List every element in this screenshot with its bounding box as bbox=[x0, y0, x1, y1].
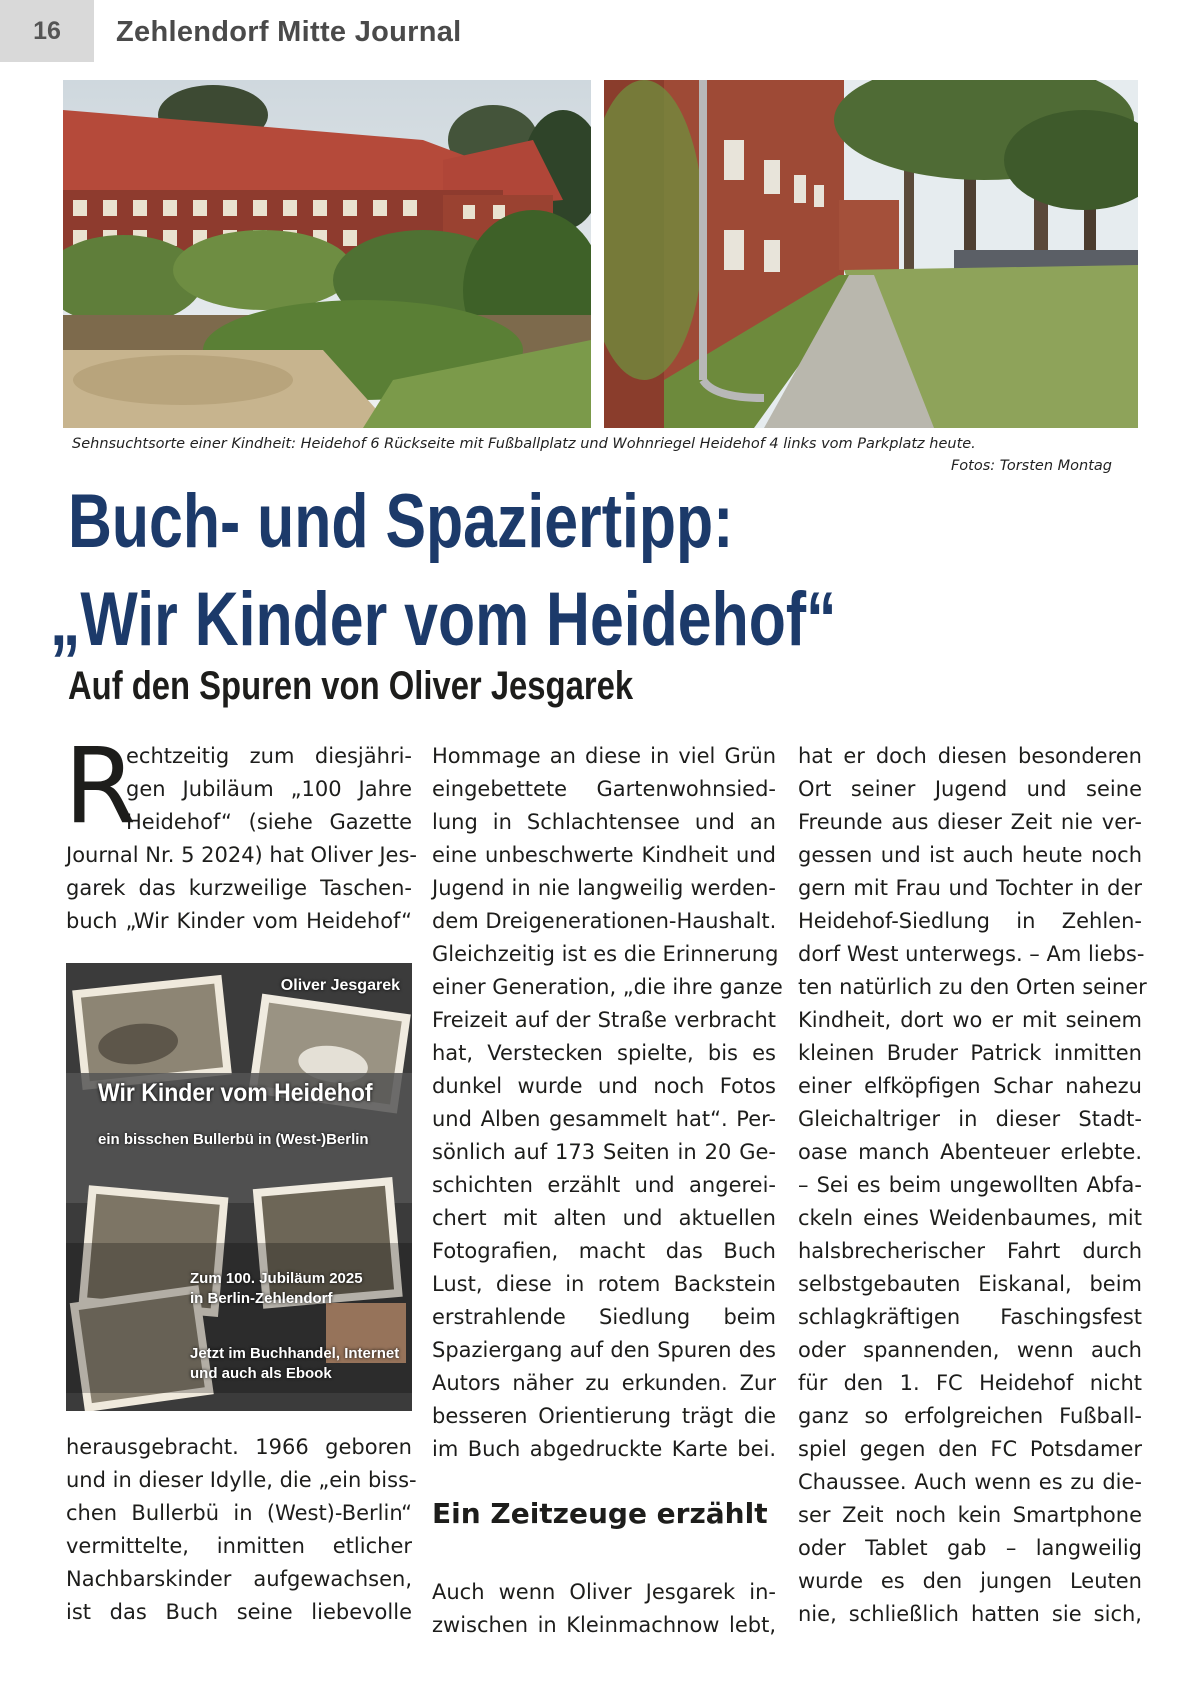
text-line: Jugend in nie langweilig werden- bbox=[432, 876, 776, 900]
text-line: ten natürlich zu den Orten seiner bbox=[798, 975, 1147, 999]
text-line: halsbrecherischer Fahrt durch bbox=[798, 1239, 1142, 1263]
section-heading: Ein Zeitzeuge erzählt bbox=[432, 1497, 768, 1530]
text-line: Auch wenn Oliver Jesgarek in- bbox=[432, 1580, 776, 1604]
headline-line-2: „Wir Kinder vom Heidehof“ bbox=[50, 577, 837, 662]
text-line: dem Dreigenerationen-Haushalt. bbox=[432, 909, 777, 933]
text-line: Lust, diese in rotem Backstein bbox=[432, 1272, 776, 1296]
column-1-bottom bbox=[66, 1431, 417, 1629]
text-line: Fotografien, macht das Buch bbox=[432, 1239, 776, 1263]
column-2-bottom bbox=[432, 1576, 776, 1642]
text-line: selbstgebauten Eiskanal, beim bbox=[798, 1272, 1142, 1296]
text-line: Gleichzeitig ist es die Erinnerung bbox=[432, 942, 779, 966]
cover-store-info bbox=[190, 1344, 399, 1384]
text-line: oase manch Abenteuer erlebte. bbox=[798, 1140, 1142, 1164]
photo-credit: Fotos: Torsten Montag bbox=[950, 458, 1112, 474]
column-1-top bbox=[66, 740, 417, 938]
text-line: gern mit Frau und Tochter in der bbox=[798, 876, 1142, 900]
text-line: einer elfköpfigen Schar nahezu bbox=[798, 1074, 1142, 1098]
text-line: nie, schließlich hatten sie sich, bbox=[798, 1602, 1142, 1626]
text-line: für den 1. FC Heidehof nicht bbox=[798, 1371, 1142, 1395]
text-line: wurde es den jungen Leuten bbox=[798, 1569, 1142, 1593]
text-line: eine unbeschwerte Kindheit und bbox=[432, 843, 776, 867]
text-line: und in dieser Idylle, die „ein biss- bbox=[66, 1468, 417, 1492]
text-line: – Sei es beim ungewollten Abfa- bbox=[798, 1173, 1142, 1197]
text-line: Gleichaltriger in dieser Stadt- bbox=[798, 1107, 1142, 1131]
text-line: schichten erzählt und angerei- bbox=[432, 1173, 776, 1197]
subheadline: Auf den Spuren von Oliver Jesgarek bbox=[68, 664, 634, 708]
cover-store-line: Jetzt im Buchhandel, Internet bbox=[190, 1345, 400, 1362]
text-line: ckeln eines Weidenbaumes, mit bbox=[798, 1206, 1142, 1230]
cover-store-line: und auch als Ebook bbox=[190, 1365, 332, 1382]
text-line: ser Zeit noch kein Smartphone bbox=[798, 1503, 1142, 1527]
journal-title: Zehlendorf Mitte Journal bbox=[116, 16, 462, 48]
text-line: garek das kurzweilige Taschen- bbox=[66, 876, 412, 900]
photo-heidehof-backside bbox=[63, 80, 591, 428]
text-line: Heidehof-Siedlung in Zehlen- bbox=[798, 909, 1142, 933]
text-line: eingebettete Gartenwohnsied- bbox=[432, 777, 776, 801]
text-line: Spaziergang auf den Spuren des bbox=[432, 1338, 776, 1362]
text-line: hat, Verstecken spielte, bis es bbox=[432, 1041, 776, 1065]
cover-jubilee-line: in Berlin-Zehlendorf bbox=[190, 1290, 333, 1307]
cover-jubilee-line: Zum 100. Jubiläum 2025 bbox=[190, 1270, 363, 1287]
text-line: spiel gegen den FC Potsdamer bbox=[798, 1437, 1142, 1461]
text-line: lung in Schlachtensee und an bbox=[432, 810, 776, 834]
text-line: buch „Wir Kinder vom Heidehof“ bbox=[66, 909, 412, 933]
text-line: Hommage an diese in viel Grün bbox=[432, 744, 776, 768]
text-line: Freunde aus dieser Zeit nie ver- bbox=[798, 810, 1142, 834]
page-number: 16 bbox=[0, 0, 94, 62]
text-line: oder Tablet gab – langweilig bbox=[798, 1536, 1142, 1560]
text-line: besseren Orientierung trägt die bbox=[432, 1404, 776, 1428]
text-line: vermittelte, inmitten etlicher bbox=[66, 1534, 412, 1558]
cover-subtitle: ein bisschen Bullerbü in (West-)Berlin bbox=[98, 1131, 369, 1148]
text-line: schlagkräftigen Faschingsfest bbox=[798, 1305, 1142, 1329]
text-line: oder spannenden, wenn auch bbox=[798, 1338, 1142, 1362]
text-line: sönlich auf 173 Seiten in 20 Ge- bbox=[432, 1140, 776, 1164]
text-line: und Alben gesammelt hat“. Per- bbox=[432, 1107, 776, 1131]
cover-author: Oliver Jesgarek bbox=[280, 977, 400, 994]
photo-heidehof-row-house bbox=[604, 80, 1138, 428]
text-line: chen Bullerbü in (West)-Berlin“ bbox=[66, 1501, 412, 1525]
column-3 bbox=[798, 740, 1147, 1631]
drop-cap: R bbox=[64, 725, 137, 847]
text-line: einer Generation, „die ihre ganze bbox=[432, 975, 783, 999]
text-line: erstrahlende Siedlung beim bbox=[432, 1305, 776, 1329]
text-line: Autors näher zu erkunden. Zur bbox=[432, 1371, 776, 1395]
column-2 bbox=[432, 740, 783, 1466]
text-line: gen Jubiläum „100 Jahre bbox=[126, 777, 412, 801]
headline-line-1: Buch- und Spaziertipp: bbox=[68, 479, 734, 564]
text-line: Journal Nr. 5 2024) hat Oliver Jes- bbox=[66, 843, 417, 867]
text-line: chert mit alten und aktuellen bbox=[432, 1206, 776, 1230]
text-line: Nachbarskinder aufgewachsen, bbox=[66, 1567, 412, 1591]
cover-title: Wir Kinder vom Heidehof bbox=[98, 1079, 373, 1107]
text-line: Heidehof“ (siehe Gazette bbox=[126, 810, 412, 834]
photo-caption: Sehnsuchtsorte einer Kindheit: Heidehof 6 Rückseite mit Fußballplatz und Wohnriegel Heidehof 4 links vom Parkplatz heute. bbox=[72, 436, 976, 452]
text-line: hat er doch diesen besonderen bbox=[798, 744, 1142, 768]
text-line: Kindheit, dort wo er mit seinem bbox=[798, 1008, 1142, 1032]
text-line: im Buch abgedruckte Karte bei. bbox=[432, 1437, 776, 1461]
cover-jubilee bbox=[190, 1269, 363, 1309]
book-cover bbox=[66, 963, 412, 1411]
text-line: gessen und ist auch heute noch bbox=[798, 843, 1142, 867]
text-line: Freizeit auf der Straße verbracht bbox=[432, 1008, 776, 1032]
text-line: dorf West unterwegs. – Am liebs- bbox=[798, 942, 1145, 966]
text-line: Ort seiner Jugend und seine bbox=[798, 777, 1142, 801]
text-line: herausgebracht. 1966 geboren bbox=[66, 1435, 412, 1459]
text-line: Chaussee. Auch wenn es zu die- bbox=[798, 1470, 1142, 1494]
text-line: echtzeitig zum diesjähri- bbox=[126, 744, 412, 768]
text-line: ist das Buch seine liebevolle bbox=[66, 1600, 412, 1624]
text-line: ganz so erfolgreichen Fußball- bbox=[798, 1404, 1142, 1428]
text-line: kleinen Bruder Patrick inmitten bbox=[798, 1041, 1142, 1065]
text-line: zwischen in Kleinmachnow lebt, bbox=[432, 1613, 776, 1637]
text-line: dunkel wurde und noch Fotos bbox=[432, 1074, 776, 1098]
